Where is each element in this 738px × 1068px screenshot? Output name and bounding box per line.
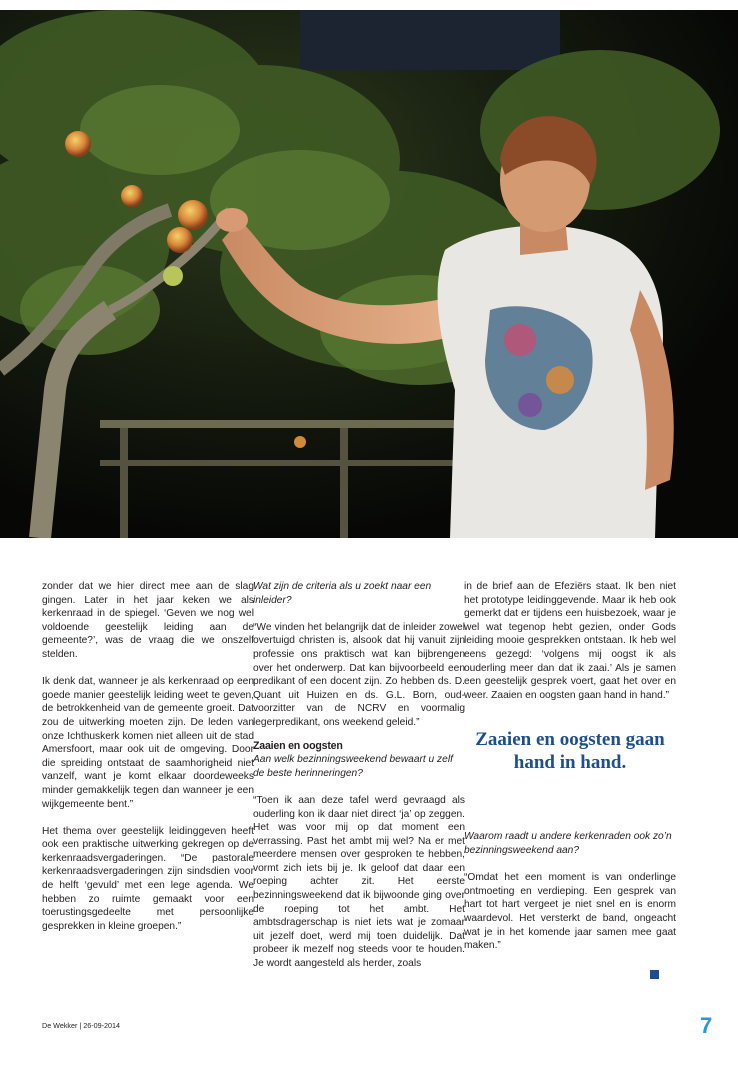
apple-tree-photo xyxy=(0,10,738,538)
question-criteria: Wat zijn de criteria als u zoekt naar een inleider? xyxy=(253,581,432,606)
column-1 xyxy=(42,580,254,933)
answer-memories: “Toen ik aan deze tafel werd gevraagd als ouderling kon ik daar niet direct ‘ja’ op zeggen. Het was voor mij op dat moment een verrassing. Past het ambt mij wel? Na er met meerdere mensen over gesproken te hebben, vormt zich iets bij je. Ik geloof dat daar een roeping achter zit. Het eerste bezinningsweekend dat ik bijwoonde ging over de roeping tot het ambt. Het ambtsdragerschap is niet iets wat je zomaar uit jezelf doet, werd mij toen duidelijk. Dat probeer ik mezelf nog steeds voor te houden. Je wordt aangesteld als herder, zoals xyxy=(253,794,465,970)
section-heading: Zaaien en oogsten xyxy=(253,739,343,752)
answer-criteria: “We vinden het belangrijk dat de inleider zowel overtuigd christen is, alsook dat hij vanuit zijn professie ons praktisch wat kan bijbrengen over het onderwerp. Dat kan bijvoorbeeld een predikant of een docent zijn. Zo hebben ds. D. Quant uit Huizen en ds. G.L. Born, oud-voorzitter van de NCRV en voormalig legerpredikant, ons weekend geleid.” xyxy=(253,621,465,728)
spacer xyxy=(464,774,676,830)
question-memories: Aan welk bezinningsweekend bewaart u zelf de beste herinneringen? xyxy=(253,754,453,779)
col1-paragraph-3: Het thema over geestelijk leidinggeven heeft ook een praktische uitwerking gekregen op de kerkenraadsvergaderingen. “De pastorale kerkenraadsvergaderingen zijn sindsdien voor de helft ‘gevuld’ met een lege agenda. We hebben zo ruimte gemaakt voor een toerustingsgedeelte met persoonlijke gesprekken in kleine groepen.” xyxy=(42,825,254,932)
col3-paragraph-1: in de brief aan de Efeziërs staat. Ik ben niet het prototype leidinggevende. Maar ik heb ook gemerkt dat er tijdens een huisbezoek, waar je wel wat tegenop hebt gezien, onder Gods leiding mooie gesprekken ontstaan. Ik heb wel eens gezegd: ‘volgens mij oogst ik als ouderling meer dan dat ik zaai.’ Als je samen een geestelijk gesprek voert, gaat het over en weer. Zaaien en oogsten gaan hand in hand.” xyxy=(464,581,676,701)
article-photo xyxy=(0,10,738,538)
column-2 xyxy=(253,580,465,971)
page-number: 7 xyxy=(700,1013,713,1038)
pull-quote: Zaaien en oogsten gaan hand in hand. xyxy=(475,729,665,774)
column-3 xyxy=(464,580,676,953)
answer-recommend: “Omdat het een moment is van onderlinge ontmoeting en verdieping. Een gesprek van hart tot hart vergeet je niet snel en is enorm waardevol. Het versterkt de band, ongeacht wat je in het komende jaar samen mee gaat maken.” xyxy=(464,872,676,952)
footer-publication: De Wekker | 26-09-2014 xyxy=(42,1021,121,1030)
col1-paragraph-2: Ik denk dat, wanneer je als kerkenraad op een goede manier geestelijk leiding weet te geven, de betrokkenheid van de gemeente groeit. Dat zou de uitwerking moeten zijn. De leden van onze Ichthuskerk komen niet alleen uit de stad Amersfoort, maar ook uit de omgeving. Door die spreiding ontstaat de saamhorigheid niet vanzelf, want je komt elkaar doordeweeks minder gemakkelijk tegen dan wanneer je een wijkgemeente bent.” xyxy=(42,676,254,810)
question-recommend: Waarom raadt u andere kerkenraden ook zo’n bezinningsweekend aan? xyxy=(464,831,672,856)
col1-paragraph-1: zonder dat we hier direct mee aan de slag gingen. Later in het jaar keken we als kerkenraad in de spiegel. ‘Geven we nog wel voldoende geestelijk leiding aan de gemeente?’, was de vraag die we onszelf stelden. xyxy=(42,581,254,660)
end-of-article-square-icon xyxy=(650,970,659,979)
